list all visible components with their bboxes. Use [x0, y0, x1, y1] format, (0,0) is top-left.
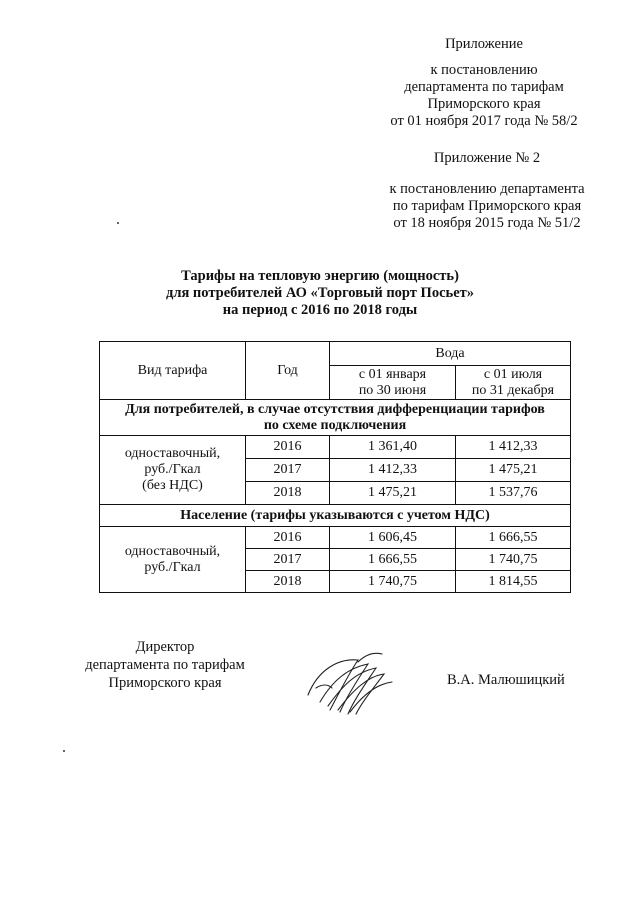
period-1-end: по 30 июня: [358, 382, 427, 398]
tariffs-table: [99, 341, 571, 593]
value-cell: 1 412,33: [330, 459, 456, 482]
tariff-line: одноставочный,: [124, 543, 221, 559]
appendix-line: департамента по тарифам: [404, 79, 564, 95]
value-cell: 1 740,75: [330, 571, 456, 593]
appendix-line: к постановлению: [430, 62, 538, 78]
section-1-header: [100, 400, 571, 436]
year-cell: 2017: [246, 459, 330, 482]
section-2-tariff: [100, 527, 246, 593]
appendix2-line: по тарифам Приморского края: [392, 198, 582, 214]
header-water: Вода: [330, 342, 571, 366]
document-title: [0, 268, 640, 319]
section-1-line: по схеме подключения: [263, 417, 407, 433]
appendix-title: Приложение: [445, 36, 523, 52]
value-cell: 1 666,55: [330, 549, 456, 571]
period-1-start: с 01 января: [358, 366, 427, 382]
value-cell: 1 814,55: [456, 571, 571, 593]
value-cell: 1 666,55: [456, 527, 571, 549]
header-period-1: [330, 366, 456, 400]
period-2-start: с 01 июля: [483, 366, 543, 382]
section-1-line: Для потребителей, в случае отсутствия дифференциации тарифов: [125, 401, 545, 417]
section-1-tariff: [100, 436, 246, 505]
value-cell: 1 412,33: [456, 436, 571, 459]
value-cell: 1 537,76: [456, 482, 571, 505]
value-cell: 1 606,45: [330, 527, 456, 549]
header-period-2: [456, 366, 571, 400]
signatory-name: В.А. Малюшицкий: [447, 672, 565, 688]
appendix-line: Приморского края: [427, 96, 541, 112]
appendix-block: [384, 36, 584, 130]
signatory-title: [72, 638, 258, 692]
year-cell: 2018: [246, 571, 330, 593]
value-cell: 1 361,40: [330, 436, 456, 459]
value-cell: 1 475,21: [456, 459, 571, 482]
tariff-line: (без НДС): [142, 478, 203, 493]
title-line: на период с 2016 по 2018 годы: [222, 302, 418, 318]
period-2-end: по 31 декабря: [471, 382, 555, 398]
handwritten-signature: [298, 640, 418, 720]
appendix2-title: Приложение № 2: [433, 150, 541, 166]
value-cell: 1 475,21: [330, 482, 456, 505]
year-cell: 2017: [246, 549, 330, 571]
scan-dot: [117, 222, 119, 224]
year-cell: 2016: [246, 436, 330, 459]
section-2-header: Население (тарифы указываются с учетом НДС): [100, 505, 571, 527]
title-line: для потребителей АО «Торговый порт Посьет»: [165, 285, 474, 301]
scan-dot: [63, 750, 65, 752]
appendix-line: от 01 ноября 2017 года № 58/2: [390, 113, 578, 129]
tariff-line: руб./Гкал: [144, 462, 201, 477]
tariff-line: одноставочный,: [124, 446, 221, 461]
header-year: Год: [246, 342, 330, 400]
signatory-line: департамента по тарифам: [85, 657, 245, 673]
title-line: Тарифы на тепловую энергию (мощность): [181, 268, 459, 284]
header-tariff-type: Вид тарифа: [100, 342, 246, 400]
appendix2-block: [382, 150, 592, 232]
signatory-line: Приморского края: [108, 675, 222, 691]
year-cell: 2018: [246, 482, 330, 505]
appendix2-line: к постановлению департамента: [389, 181, 585, 197]
appendix2-line: от 18 ноября 2015 года № 51/2: [393, 215, 581, 231]
signatory-line: Директор: [135, 639, 195, 655]
value-cell: 1 740,75: [456, 549, 571, 571]
tariff-line: руб./Гкал: [144, 559, 201, 575]
year-cell: 2016: [246, 527, 330, 549]
